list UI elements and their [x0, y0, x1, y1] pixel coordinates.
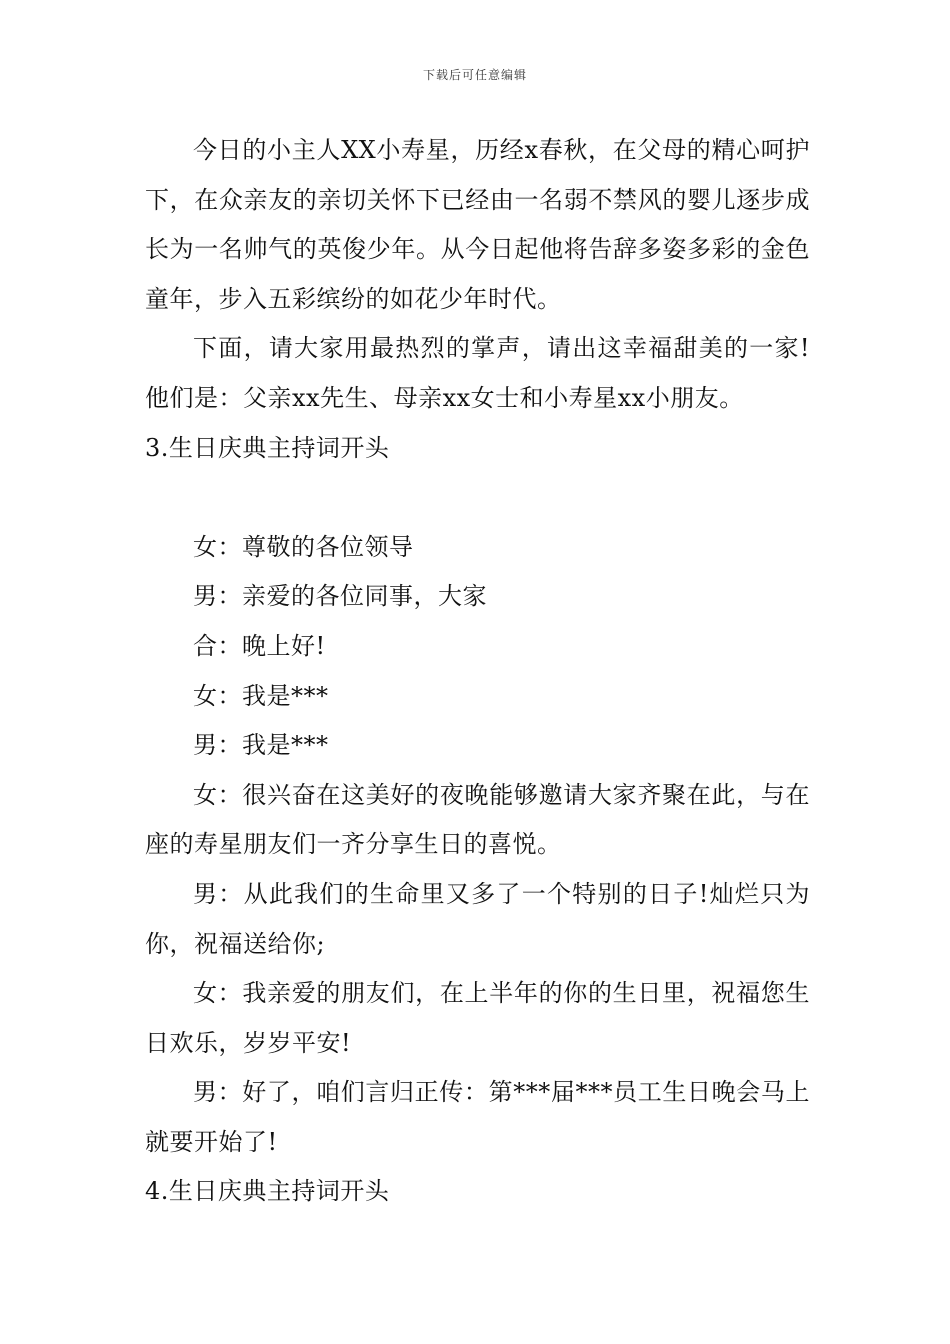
document-body [145, 126, 810, 1217]
section-4-heading: 4.生日庆典主持词开头 [145, 1177, 390, 1206]
dialogue-line: 男：亲爱的各位同事，大家 [193, 582, 487, 611]
intro-paragraph: 今日的小主人XX小寿星，历经x春秋，在父母的精心呵护下，在众亲友的亲切关怀下已经由一名弱不禁风的婴儿逐步成长为一名帅气的英俊少年。从今日起他将告辞多姿多彩的金色童年，步入五彩缤纷的如花少年时代。 [145, 136, 810, 313]
dialogue-line: 女：我亲爱的朋友们，在上半年的你的生日里，祝福您生日欢乐，岁岁平安! [145, 979, 810, 1057]
dialogue-line: 女：我是*** [193, 681, 329, 710]
page-header-note: 下载后可任意编辑 [422, 68, 527, 82]
dialogue-line: 男：我是*** [193, 731, 329, 760]
section-3-heading: 3.生日庆典主持词开头 [145, 433, 390, 462]
dialogue-line: 女：尊敬的各位领导 [193, 532, 414, 561]
dialogue-line: 女：很兴奋在这美好的夜晚能够邀请大家齐聚在此，与在座的寿星朋友们一齐分享生日的喜悦。 [145, 780, 810, 859]
dialogue-line: 男：好了，咱们言归正传：第***届***员工生日晚会马上就要开始了! [145, 1078, 810, 1156]
blank-line [145, 473, 810, 523]
invitation-paragraph: 下面，请大家用最热烈的掌声，请出这幸福甜美的一家!他们是：父亲xx先生、母亲xx女士和小寿星xx小朋友。 [145, 334, 810, 412]
dialogue-line: 合：晚上好! [193, 631, 326, 660]
dialogue-line: 男：从此我们的生命里又多了一个特别的日子!灿烂只为你，祝福送给你; [145, 879, 810, 958]
